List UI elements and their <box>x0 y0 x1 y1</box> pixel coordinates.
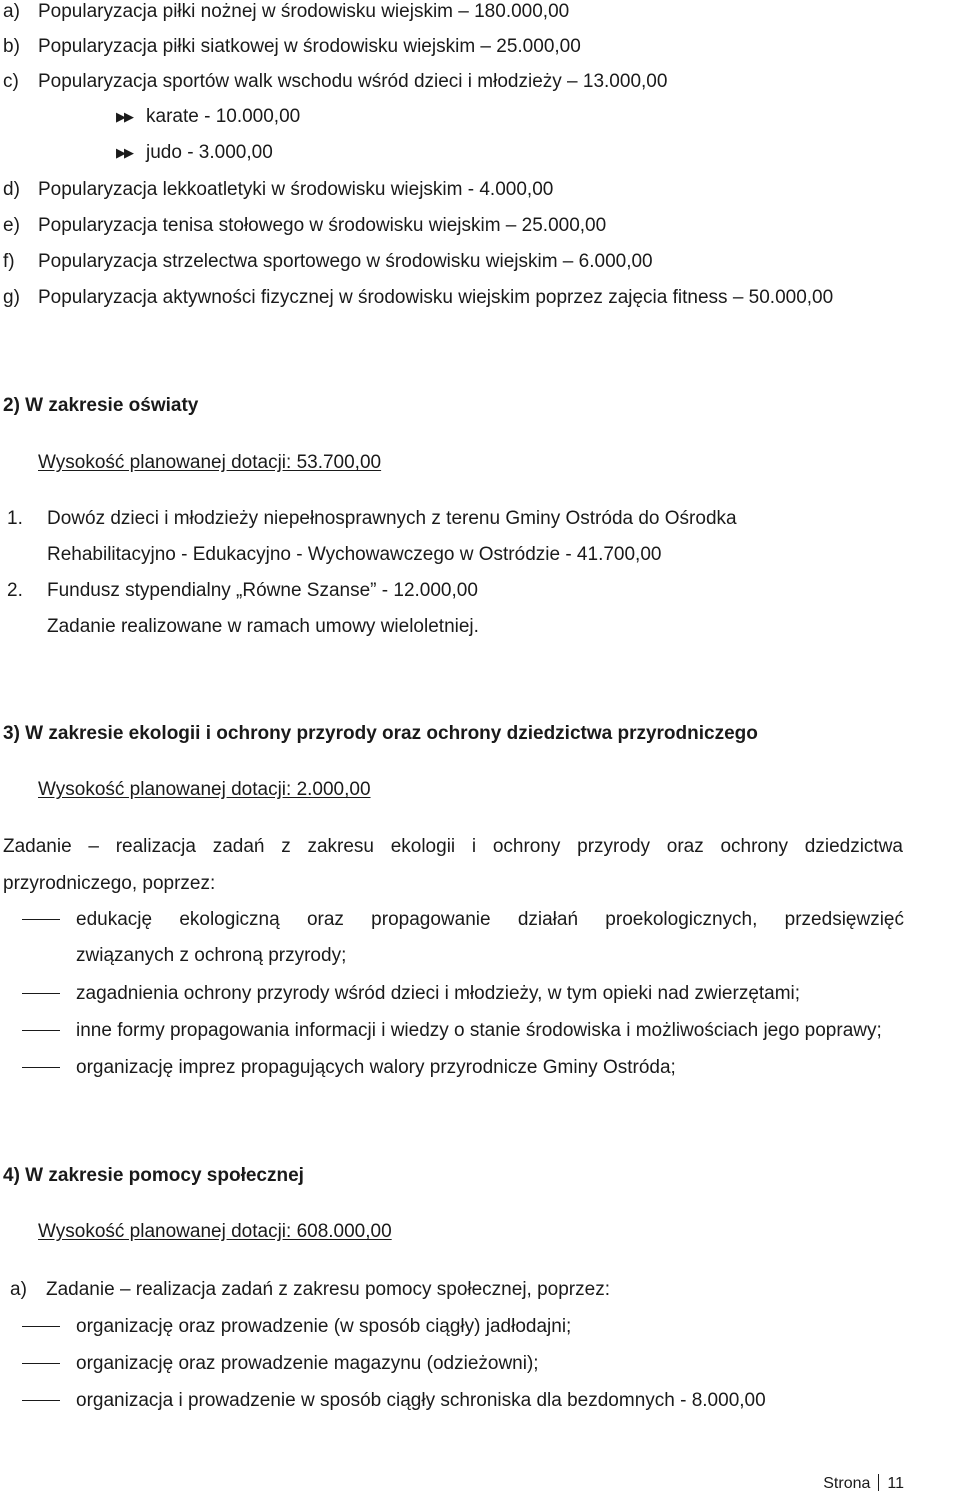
page-footer <box>823 1474 904 1494</box>
bullet-item: organizacja i prowadzenie w sposób ciągły schroniska dla bezdomnych - 8.000,00 <box>76 1390 766 1411</box>
list-item: Popularyzacja strzelectwa sportowego w środowisku wiejskim – 6.000,00 <box>38 251 653 272</box>
list-marker: g) <box>3 287 20 308</box>
list-item: Popularyzacja piłki siatkowej w środowisku wiejskim – 25.000,00 <box>38 36 581 57</box>
section-heading: 4) W zakresie pomocy społecznej <box>3 1165 304 1186</box>
list-marker: a) <box>10 1279 27 1300</box>
double-arrow-bullet-icon: ▶▶ <box>116 109 132 124</box>
dash-bullet-icon <box>22 919 60 920</box>
funding-amount: Wysokość planowanej dotacji: 2.000,00 <box>38 779 371 800</box>
section-heading: 3) W zakresie ekologii i ochrony przyrody oraz ochrony dziedzictwa przyrodniczego <box>3 723 758 744</box>
list-marker: d) <box>3 179 20 200</box>
list-subitem: karate - 10.000,00 <box>146 106 301 127</box>
bullet-item-continuation: związanych z ochroną przyrody; <box>76 945 347 966</box>
dash-bullet-icon <box>22 1363 60 1364</box>
list-item: Popularyzacja tenisa stołowego w środowisku wiejskim – 25.000,00 <box>38 215 607 236</box>
list-item: Popularyzacja aktywności fizycznej w środowisku wiejskim poprzez zajęcia fitness – 50.000,00 <box>38 287 834 308</box>
section-heading: 2) W zakresie oświaty <box>3 395 199 416</box>
bullet-item: organizację imprez propagujących walory przyrodnicze Gminy Ostróda; <box>76 1057 676 1078</box>
task-description-continuation: przyrodniczego, poprzez: <box>3 873 216 894</box>
list-item: Popularyzacja piłki nożnej w środowisku wiejskim – 180.000,00 <box>38 1 570 22</box>
list-marker: c) <box>3 71 19 92</box>
list-marker: b) <box>3 36 20 57</box>
list-subitem: judo - 3.000,00 <box>146 142 273 163</box>
dash-bullet-icon <box>22 1326 60 1327</box>
list-item: Dowóz dzieci i młodzieży niepełnosprawnych z terenu Gminy Ostróda do Ośrodka <box>47 508 737 529</box>
page-label: Strona <box>823 1475 871 1492</box>
dash-bullet-icon <box>22 1067 60 1068</box>
bullet-item: organizację oraz prowadzenie (w sposób ciągły) jadłodajni; <box>76 1316 572 1337</box>
bullet-item: zagadnienia ochrony przyrody wśród dzieci i młodzieży, w tym opieki nad zwierzętami; <box>76 983 801 1004</box>
list-item-continuation: Rehabilitacyjno - Edukacyjno - Wychowawczego w Ostródzie - 41.700,00 <box>47 544 662 565</box>
list-item-note: Zadanie realizowane w ramach umowy wieloletniej. <box>47 616 479 637</box>
list-item: Popularyzacja lekkoatletyki w środowisku wiejskim - 4.000,00 <box>38 179 554 200</box>
list-marker: f) <box>3 251 15 272</box>
list-marker: a) <box>3 1 20 22</box>
list-item: Fundusz stypendialny „Równe Szanse” - 12.000,00 <box>47 580 478 601</box>
bullet-item: inne formy propagowania informacji i wiedzy o stanie środowiska i możliwościach jego poprawy; <box>76 1020 882 1041</box>
dash-bullet-icon <box>22 993 60 994</box>
list-marker: 2. <box>7 580 23 601</box>
bullet-item: edukację ekologiczną oraz propagowanie działań proekologicznych, przedsięwzięć <box>76 909 904 930</box>
page-number: 11 <box>887 1475 904 1492</box>
list-item: Popularyzacja sportów walk wschodu wśród dzieci i młodzieży – 13.000,00 <box>38 71 668 92</box>
footer-divider <box>878 1474 879 1491</box>
bullet-item: organizację oraz prowadzenie magazynu (odzieżowni); <box>76 1353 539 1374</box>
task-description: Zadanie – realizacja zadań z zakresu ekologii i ochrony przyrody oraz ochrony dziedzictwa <box>3 836 903 857</box>
dash-bullet-icon <box>22 1030 60 1031</box>
list-marker: e) <box>3 215 20 236</box>
funding-amount: Wysokość planowanej dotacji: 608.000,00 <box>38 1221 392 1242</box>
funding-amount: Wysokość planowanej dotacji: 53.700,00 <box>38 452 382 473</box>
double-arrow-bullet-icon: ▶▶ <box>116 145 132 160</box>
dash-bullet-icon <box>22 1400 60 1401</box>
task-description: Zadanie – realizacja zadań z zakresu pomocy społecznej, poprzez: <box>46 1279 610 1300</box>
list-marker: 1. <box>7 508 23 529</box>
